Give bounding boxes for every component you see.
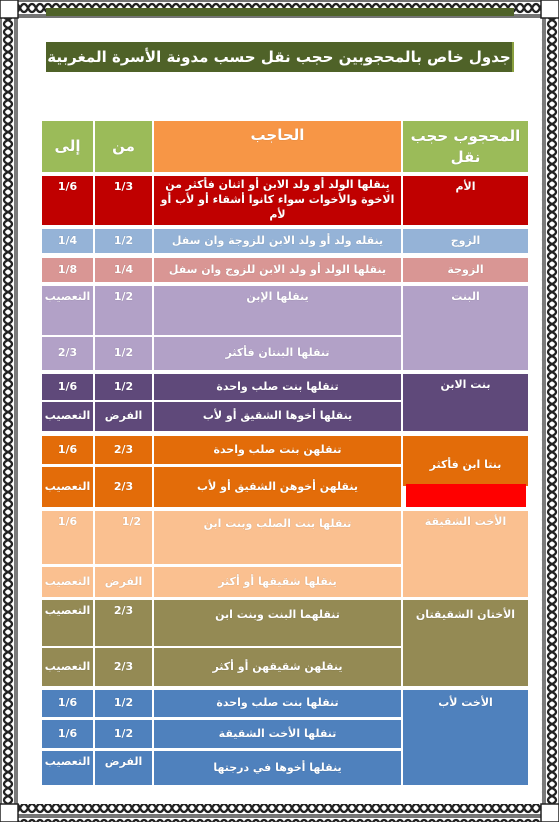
page-title: جدول خاص بالمحجوبين حجب نقل حسب مدونة الأسرة المغربية xyxy=(46,42,514,72)
cell-blocked: الأخت لأب xyxy=(403,690,528,785)
cell-blocker: ينقلها أخوها في درجتها xyxy=(154,751,401,785)
cell-from: 1/4 xyxy=(95,258,152,282)
header-blocker: الحاجب xyxy=(154,121,401,172)
cell-from: 1/2 xyxy=(95,511,152,564)
cell-blocker: تنقلها بنت صلب واحدة xyxy=(154,690,401,717)
cell-blocker: ينقلها الإبن xyxy=(154,286,401,335)
cell-blocked: البنت xyxy=(403,286,528,370)
cell-blocker: ينقلها الولد أو ولد الابن للزوج وان سفل xyxy=(154,258,401,282)
cell-to: التعصيب xyxy=(42,467,93,507)
cell-from: 2/3 xyxy=(95,467,152,507)
cell-to: التعصيب xyxy=(42,286,93,335)
cell-to: التعصيب xyxy=(42,751,93,785)
cell-blocked: بنت الابن xyxy=(403,374,528,431)
cell-from: الفرض xyxy=(95,567,152,597)
cell-from: 2/3 xyxy=(95,600,152,646)
cell-blocker: ينقله ولد أو ولد الابن للزوجة وان سفل xyxy=(154,229,401,253)
cell-blocker: ينقلها شقيقها أو أكثر xyxy=(154,567,401,597)
cell-from: 1/2 xyxy=(95,720,152,748)
cell-blocked: الأخت الشقيقة xyxy=(403,511,528,597)
header-blocked: المحجوب حجب نقل xyxy=(403,121,528,172)
cell-blocked: الزوجة xyxy=(403,258,528,282)
cell-blocker: تنقلها البنتان فأكثر xyxy=(154,337,401,370)
cell-from: 1/2 xyxy=(95,229,152,253)
cell-blocked: الأختان الشقيقتان xyxy=(403,600,528,686)
cell-blocked: الأم xyxy=(403,176,528,225)
cell-to: 1/6 xyxy=(42,511,93,564)
cell-to: التعصيب xyxy=(42,567,93,597)
cell-blocker: ينقلهن شقيقهن أو أكثر xyxy=(154,648,401,686)
cell-to: 1/6 xyxy=(42,374,93,400)
cell-to: التعصيب xyxy=(42,402,93,431)
cell-to: 1/8 xyxy=(42,258,93,282)
cell-to: 1/6 xyxy=(42,690,93,717)
cell-from: 1/2 xyxy=(95,337,152,370)
cell-from: 1/3 xyxy=(95,176,152,225)
cell-blocker: ينقلهن أخوهن الشقيق أو لأب xyxy=(154,467,401,507)
cell-to: 1/6 xyxy=(42,436,93,464)
cell-to: التعصيب xyxy=(42,648,93,686)
cell-to: 1/6 xyxy=(42,720,93,748)
cell-blocker: تنقلهما البنت وبنت ابن xyxy=(154,600,401,646)
cell-blocker: ينقلها أخوها الشقيق أو لأب xyxy=(154,402,401,431)
cell-from: 2/3 xyxy=(95,648,152,686)
cell-to: التعصيب xyxy=(42,600,93,646)
cell-from: 1/2 xyxy=(95,374,152,400)
cell-blocker: تنقلها بنت صلب واحدة xyxy=(154,374,401,400)
cell-blocker: تنقلها بنت الصلب وبنت ابن xyxy=(154,511,401,564)
cell-blocker: بِنقلها الولد أو ولد الابن أو اثنان فأكثر من الاخوة والأخوات سواء كانوا أشقاء أو لأب أو لأم xyxy=(154,176,401,225)
cell-blocked: بنتا ابن فأكثر xyxy=(403,436,528,486)
cell-from: 1/2 xyxy=(95,286,152,335)
red-highlight xyxy=(406,484,526,507)
cell-from: الفرض xyxy=(95,402,152,431)
cell-from: الفرض xyxy=(95,751,152,785)
cell-to: 1/4 xyxy=(42,229,93,253)
title-band xyxy=(46,8,514,16)
cell-blocker: تنقلها الأخت الشقيقة xyxy=(154,720,401,748)
cell-blocked: الزوج xyxy=(403,229,528,253)
inheritance-table xyxy=(42,121,528,788)
cell-from: 2/3 xyxy=(95,436,152,464)
cell-from: 1/2 xyxy=(95,690,152,717)
cell-to: 1/6 xyxy=(42,176,93,225)
cell-blocker: تنقلهن بنت صلب واحدة xyxy=(154,436,401,464)
header-to: إلى xyxy=(42,121,93,172)
header-from: من xyxy=(95,121,152,172)
cell-to: 2/3 xyxy=(42,337,93,370)
